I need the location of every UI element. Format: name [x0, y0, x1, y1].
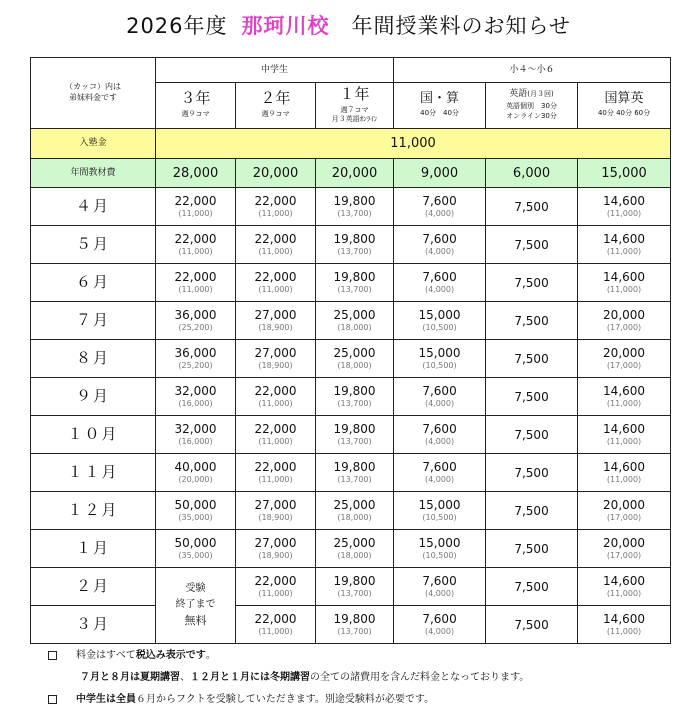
fee-amount: 7,600 — [422, 270, 457, 284]
fee-amount: 27,000 — [254, 536, 297, 550]
fee-cell — [236, 302, 316, 340]
fee-cell — [578, 340, 671, 378]
fee-amount: 14,600 — [603, 270, 646, 284]
month-label: １０月 — [31, 416, 156, 454]
fee-amount: 27,000 — [254, 308, 297, 322]
fee-cell — [486, 530, 578, 568]
sibling-fee-amount: (10,500) — [422, 361, 457, 370]
sibling-fee-amount: (10,500) — [422, 513, 457, 522]
fee-amount: 7,500 — [514, 313, 549, 328]
fee-amount: 22,000 — [254, 574, 297, 588]
fee-cell — [316, 340, 394, 378]
fee-amount: 32,000 — [174, 422, 217, 436]
month-label: ３月 — [31, 606, 156, 644]
sibling-fee-amount: (11,000) — [258, 437, 293, 446]
fee-cell — [578, 188, 671, 226]
sibling-fee-amount: (10,500) — [422, 551, 457, 560]
fee-amount: 19,800 — [333, 270, 376, 284]
fee-cell — [578, 416, 671, 454]
sibling-fee-amount: (25,200) — [178, 323, 213, 332]
fee-amount: 22,000 — [254, 194, 297, 208]
fee-cell — [156, 530, 236, 568]
fee-amount: 25,000 — [333, 346, 376, 360]
fee-amount: 7,500 — [514, 503, 549, 518]
materials-fee-value: 15,000 — [578, 159, 671, 188]
sibling-fee-amount: (11,000) — [606, 399, 642, 408]
month-label: ７月 — [31, 302, 156, 340]
sibling-fee-amount: (35,000) — [178, 513, 213, 522]
fee-amount: 15,000 — [418, 536, 461, 550]
materials-fee-value: 9,000 — [394, 159, 486, 188]
fee-cell — [578, 492, 671, 530]
fee-amount: 14,600 — [603, 232, 646, 246]
tuition-table — [30, 57, 671, 644]
fee-cell — [486, 454, 578, 492]
fee-amount: 27,000 — [254, 346, 297, 360]
sibling-fee-amount: (13,700) — [337, 285, 372, 294]
table-row — [31, 302, 671, 340]
fee-amount: 36,000 — [174, 346, 217, 360]
fee-amount: 19,800 — [333, 612, 376, 626]
fee-cell — [486, 226, 578, 264]
footnote-seasonal: ７月と８月は夏期講習、１２月と１月には冬期講習の全ての諸費用を含んだ料金となっております。 — [80, 672, 530, 683]
sibling-fee-amount: (11,000) — [258, 475, 293, 484]
materials-fee-value: 6,000 — [486, 159, 578, 188]
month-label: ４月 — [31, 188, 156, 226]
sibling-fee-amount: (18,900) — [258, 323, 293, 332]
fee-amount: 14,600 — [603, 194, 646, 208]
fee-amount: 22,000 — [254, 460, 297, 474]
fee-amount: 22,000 — [254, 422, 297, 436]
fee-cell — [156, 226, 236, 264]
fee-amount: 7,500 — [514, 427, 549, 442]
fee-cell — [156, 264, 236, 302]
fee-cell — [578, 454, 671, 492]
fee-amount: 15,000 — [418, 308, 461, 322]
fee-amount: 7,500 — [514, 617, 549, 632]
sibling-fee-amount: (18,000) — [337, 361, 372, 370]
column-grade-2: ２年 週９コマ — [236, 83, 316, 129]
fee-cell — [236, 454, 316, 492]
sibling-fee-amount: (25,200) — [178, 361, 213, 370]
sibling-fee-amount: (17,000) — [606, 361, 642, 370]
column-english: 英語(月３回) 英語個別 30分 オンライン30分 — [486, 83, 578, 129]
fee-cell — [316, 492, 394, 530]
fee-amount: 7,600 — [422, 574, 457, 588]
fee-cell — [316, 226, 394, 264]
sibling-fee-amount: (13,700) — [337, 627, 372, 636]
fee-amount: 7,500 — [514, 389, 549, 404]
fee-amount: 14,600 — [603, 574, 646, 588]
fee-cell — [236, 530, 316, 568]
sibling-fee-amount: (13,700) — [337, 475, 372, 484]
sibling-fee-amount: (4,000) — [424, 627, 455, 636]
exam-free-note: 受験 終了まで 無料 — [156, 568, 236, 644]
sibling-fee-amount: (4,000) — [424, 437, 455, 446]
table-row — [31, 454, 671, 492]
materials-fee-value: 20,000 — [236, 159, 316, 188]
fee-cell — [236, 340, 316, 378]
fee-cell — [236, 378, 316, 416]
table-row — [31, 416, 671, 454]
sibling-fee-amount: (11,000) — [178, 285, 213, 294]
fee-cell — [394, 568, 486, 606]
sibling-fee-amount: (35,000) — [178, 551, 213, 560]
fee-amount: 7,500 — [514, 351, 549, 366]
fee-cell — [486, 378, 578, 416]
column-japanese-math: 国・算 40分 40分 — [394, 83, 486, 129]
fee-cell — [394, 454, 486, 492]
fee-cell — [156, 188, 236, 226]
fee-amount: 7,500 — [514, 465, 549, 480]
fee-amount: 19,800 — [333, 460, 376, 474]
month-label: ６月 — [31, 264, 156, 302]
sibling-price-note: （カッコ）内は 弟妹料金です — [31, 58, 156, 129]
fee-cell — [394, 302, 486, 340]
month-label: ２月 — [31, 568, 156, 606]
fee-amount: 25,000 — [333, 308, 376, 322]
fee-cell — [156, 340, 236, 378]
fee-cell — [486, 492, 578, 530]
fee-cell — [316, 454, 394, 492]
month-label: １月 — [31, 530, 156, 568]
fee-amount: 19,800 — [333, 194, 376, 208]
fee-amount: 50,000 — [174, 498, 217, 512]
sibling-fee-amount: (11,000) — [178, 209, 213, 218]
fee-cell — [156, 454, 236, 492]
sibling-fee-amount: (11,000) — [606, 247, 642, 256]
sibling-fee-amount: (13,700) — [337, 589, 372, 598]
title-school-name: 那珂川校 — [241, 14, 330, 38]
fee-cell — [316, 568, 394, 606]
fee-cell — [394, 340, 486, 378]
fee-amount: 22,000 — [254, 270, 297, 284]
fee-cell — [236, 264, 316, 302]
column-grade-1: １年 週７コマ 月３英語ｵﾝﾗｲﾝ — [316, 83, 394, 129]
title-year: 2026年度 — [126, 14, 228, 38]
fee-cell — [486, 606, 578, 644]
month-label: １１月 — [31, 454, 156, 492]
fee-cell — [394, 492, 486, 530]
sibling-fee-amount: (18,000) — [337, 323, 372, 332]
fee-cell — [578, 264, 671, 302]
fee-cell — [236, 416, 316, 454]
fee-amount: 14,600 — [603, 422, 646, 436]
fee-cell — [394, 530, 486, 568]
month-label: ９月 — [31, 378, 156, 416]
fee-amount: 14,600 — [603, 612, 646, 626]
fee-cell — [316, 416, 394, 454]
fee-amount: 50,000 — [174, 536, 217, 550]
fee-amount: 22,000 — [254, 384, 297, 398]
fee-cell — [578, 302, 671, 340]
fee-amount: 7,600 — [422, 422, 457, 436]
sibling-fee-amount: (4,000) — [424, 399, 455, 408]
sibling-fee-amount: (11,000) — [258, 285, 293, 294]
group-middle-school: 中学生 — [156, 58, 394, 83]
fee-cell — [394, 264, 486, 302]
materials-fee-value: 20,000 — [316, 159, 394, 188]
fee-cell — [316, 188, 394, 226]
sibling-fee-amount: (13,700) — [337, 209, 372, 218]
sibling-fee-amount: (13,700) — [337, 399, 372, 408]
sibling-fee-amount: (10,500) — [422, 323, 457, 332]
sibling-fee-amount: (11,000) — [606, 627, 642, 636]
fee-amount: 20,000 — [603, 536, 646, 550]
sibling-fee-amount: (4,000) — [424, 209, 455, 218]
footnote-fukuto-exam: 中学生は全員６月からフクトを受験していただきます。別途受験料が必要です。 — [48, 689, 688, 711]
table-row — [31, 530, 671, 568]
sibling-fee-amount: (11,000) — [258, 589, 293, 598]
fee-cell — [316, 302, 394, 340]
sibling-fee-amount: (18,900) — [258, 513, 293, 522]
sibling-fee-amount: (11,000) — [606, 589, 642, 598]
fee-cell — [486, 340, 578, 378]
fee-cell — [156, 302, 236, 340]
month-label: １２月 — [31, 492, 156, 530]
fee-cell — [236, 492, 316, 530]
sibling-fee-amount: (13,700) — [337, 247, 372, 256]
fee-cell — [486, 416, 578, 454]
fee-amount: 7,600 — [422, 194, 457, 208]
fee-amount: 7,500 — [514, 275, 549, 290]
fee-amount: 19,800 — [333, 384, 376, 398]
month-label: ５月 — [31, 226, 156, 264]
fee-cell — [156, 492, 236, 530]
sibling-fee-amount: (17,000) — [606, 323, 642, 332]
fee-cell — [486, 188, 578, 226]
fee-amount: 22,000 — [254, 612, 297, 626]
sibling-fee-amount: (11,000) — [606, 437, 642, 446]
fee-cell — [316, 530, 394, 568]
sibling-fee-amount: (17,000) — [606, 513, 642, 522]
sibling-fee-amount: (17,000) — [606, 551, 642, 560]
title-subtitle: 年間授業料のお知らせ — [351, 14, 571, 38]
fee-amount: 20,000 — [603, 498, 646, 512]
fee-amount: 19,800 — [333, 574, 376, 588]
table-row — [31, 340, 671, 378]
fee-amount: 22,000 — [254, 232, 297, 246]
sibling-fee-amount: (18,000) — [337, 513, 372, 522]
sibling-fee-amount: (11,000) — [606, 475, 642, 484]
fee-cell — [578, 378, 671, 416]
fee-cell — [316, 264, 394, 302]
sibling-fee-amount: (11,000) — [606, 209, 642, 218]
fee-amount: 20,000 — [603, 346, 646, 360]
sibling-fee-amount: (4,000) — [424, 475, 455, 484]
sibling-fee-amount: (11,000) — [258, 209, 293, 218]
fee-amount: 7,500 — [514, 199, 549, 214]
fee-cell — [578, 530, 671, 568]
fee-cell — [578, 568, 671, 606]
checkbox-icon — [48, 651, 57, 660]
fee-amount: 14,600 — [603, 460, 646, 474]
fee-cell — [236, 226, 316, 264]
fee-amount: 27,000 — [254, 498, 297, 512]
table-row — [31, 606, 671, 644]
sibling-fee-amount: (18,000) — [337, 551, 372, 560]
table-row — [31, 492, 671, 530]
fee-amount: 7,600 — [422, 612, 457, 626]
fee-amount: 22,000 — [174, 270, 217, 284]
checkbox-icon — [48, 695, 57, 704]
fee-cell — [156, 378, 236, 416]
group-elementary: 小４～小６ — [394, 58, 671, 83]
fee-cell — [486, 264, 578, 302]
fee-amount: 36,000 — [174, 308, 217, 322]
fee-amount: 15,000 — [418, 346, 461, 360]
sibling-fee-amount: (13,700) — [337, 437, 372, 446]
table-row — [31, 264, 671, 302]
materials-fee-label: 年間教材費 — [31, 159, 156, 188]
table-row — [31, 568, 671, 606]
materials-fee-value: 28,000 — [156, 159, 236, 188]
month-label: ８月 — [31, 340, 156, 378]
fee-cell — [486, 568, 578, 606]
column-grade-3: ３年 週９コマ — [156, 83, 236, 129]
sibling-fee-amount: (11,000) — [258, 627, 293, 636]
table-row — [31, 226, 671, 264]
fee-cell — [394, 378, 486, 416]
page-title — [0, 10, 697, 44]
sibling-fee-amount: (11,000) — [258, 247, 293, 256]
sibling-fee-amount: (18,900) — [258, 361, 293, 370]
fee-amount: 15,000 — [418, 498, 461, 512]
table-row — [31, 378, 671, 416]
fee-amount: 7,600 — [422, 460, 457, 474]
fee-amount: 7,500 — [514, 541, 549, 556]
fee-amount: 7,500 — [514, 237, 549, 252]
fee-amount: 20,000 — [603, 308, 646, 322]
footnotes — [48, 645, 688, 711]
admission-fee-label: 入塾金 — [31, 129, 156, 159]
fee-cell — [316, 378, 394, 416]
fee-amount: 7,600 — [422, 384, 457, 398]
fee-cell — [236, 568, 316, 606]
sibling-fee-amount: (16,000) — [178, 437, 213, 446]
fee-cell — [156, 416, 236, 454]
sibling-fee-amount: (16,000) — [178, 399, 213, 408]
fee-cell — [486, 302, 578, 340]
sibling-fee-amount: (4,000) — [424, 589, 455, 598]
table-row — [31, 188, 671, 226]
fee-cell — [394, 606, 486, 644]
fee-amount: 22,000 — [174, 232, 217, 246]
fee-cell — [236, 606, 316, 644]
fee-cell — [316, 606, 394, 644]
sibling-fee-amount: (4,000) — [424, 285, 455, 294]
fee-amount: 25,000 — [333, 536, 376, 550]
sibling-fee-amount: (4,000) — [424, 247, 455, 256]
sibling-fee-amount: (18,900) — [258, 551, 293, 560]
fee-amount: 25,000 — [333, 498, 376, 512]
fee-amount: 7,500 — [514, 579, 549, 594]
fee-cell — [236, 188, 316, 226]
fee-amount: 22,000 — [174, 194, 217, 208]
table-group-header — [31, 58, 671, 83]
fee-cell — [578, 606, 671, 644]
fee-amount: 32,000 — [174, 384, 217, 398]
fee-cell — [394, 188, 486, 226]
admission-fee-row — [31, 129, 671, 159]
fee-cell — [394, 416, 486, 454]
sibling-fee-amount: (11,000) — [178, 247, 213, 256]
fee-amount: 19,800 — [333, 232, 376, 246]
fee-amount: 40,000 — [174, 460, 217, 474]
materials-fee-row — [31, 159, 671, 188]
fee-cell — [394, 226, 486, 264]
fee-amount: 14,600 — [603, 384, 646, 398]
fee-amount: 19,800 — [333, 422, 376, 436]
fee-cell — [578, 226, 671, 264]
column-japanese-math-english: 国算英 40分 40分 60分 — [578, 83, 671, 129]
fee-amount: 7,600 — [422, 232, 457, 246]
sibling-fee-amount: (20,000) — [178, 475, 213, 484]
sibling-fee-amount: (11,000) — [606, 285, 642, 294]
footnote-tax: 料金はすべて税込み表示です。 — [48, 645, 688, 667]
admission-fee-value: 11,000 — [156, 129, 671, 159]
sibling-fee-amount: (11,000) — [258, 399, 293, 408]
